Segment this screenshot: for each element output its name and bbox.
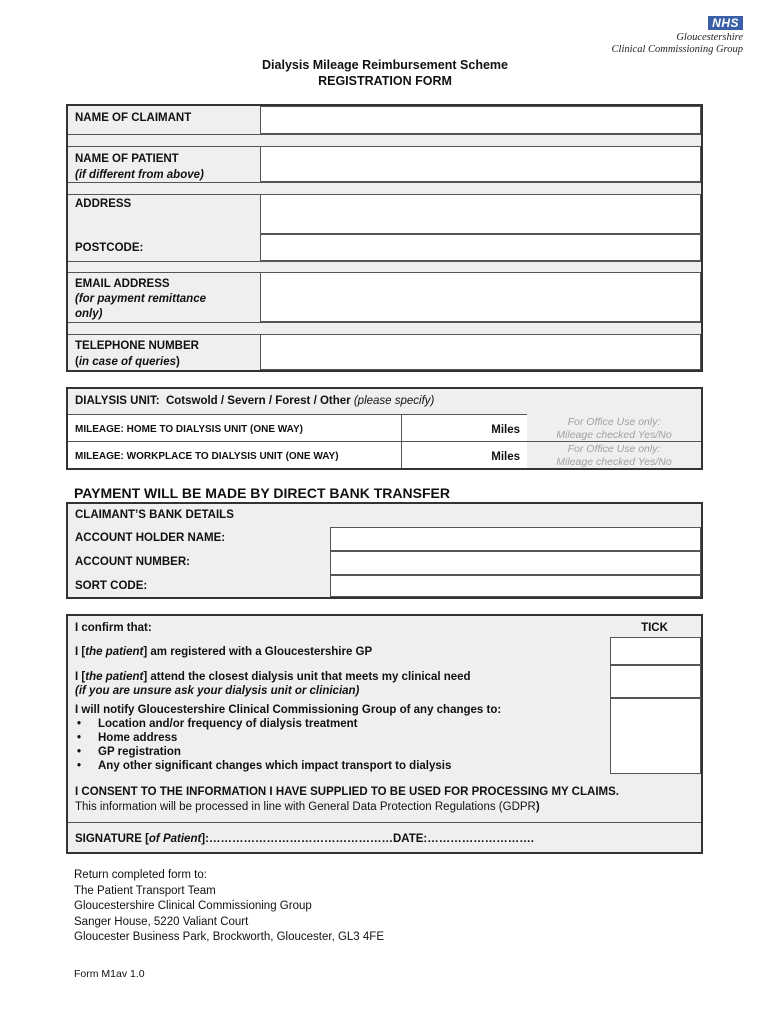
office-use-workplace: For Office Use only: Mileage checked Yes/No [556, 443, 672, 468]
account-holder-field[interactable] [330, 527, 701, 551]
return-team: The Patient Transport Team [74, 884, 216, 897]
return-address [74, 868, 384, 946]
dialysis-unit-note: (please specify) [353, 395, 435, 407]
dialysis-unit-options: Cotswold / Severn / Forest / Other [165, 395, 351, 407]
bullet-location: • Location and/or frequency of dialysis treatment [75, 717, 601, 731]
account-number-field[interactable] [330, 551, 701, 575]
notify-bullet-list [75, 717, 601, 773]
confirm-item-gp: I [the patient] am registered with a Gloucestershire GP [75, 646, 373, 658]
claimant-name-label: NAME OF CLAIMANT [75, 112, 192, 124]
dialysis-unit-row[interactable] [68, 389, 701, 414]
return-org: Gloucestershire Clinical Commissioning Group [74, 900, 312, 912]
mileage-workplace-unit[interactable]: Miles [491, 451, 520, 463]
org-name-line1: Gloucestershire [676, 32, 743, 43]
claimant-details-box [66, 104, 703, 372]
form-subtitle: REGISTRATION FORM [318, 74, 452, 88]
telephone-label: TELEPHONE NUMBER (in case of queries) [75, 340, 199, 368]
gdpr-statement: This information will be processed in line with General Data Protection Regulations (GDPR) [75, 801, 540, 813]
return-street: Sanger House, 5220 Valiant Court [74, 915, 249, 928]
telephone-field[interactable] [260, 334, 701, 370]
sort-code-label: SORT CODE: [68, 575, 330, 597]
tick-header: TICK [641, 622, 668, 634]
tick-box-dialysis-unit[interactable] [610, 665, 701, 698]
office-use-home: For Office Use only: Mileage checked Yes/No [556, 416, 672, 441]
address-label: ADDRESS [75, 198, 132, 210]
confirm-item-notify: I will notify Gloucestershire Clinical Commissioning Group of any changes to: • Location and/or frequency of dialysis treatment • Home address • GP registration • Any other significant changes which impact transport to dialysis [68, 701, 608, 775]
dialysis-unit-box [66, 387, 703, 470]
address-field[interactable] [260, 194, 701, 234]
patient-name-label: NAME OF PATIENT (if different from above) [68, 149, 260, 185]
mileage-home-label: MILEAGE: HOME TO DIALYSIS UNIT (ONE WAY) [75, 424, 303, 435]
payment-heading: PAYMENT WILL BE MADE BY DIRECT BANK TRANSFER [74, 485, 450, 501]
sort-code-field[interactable] [330, 575, 701, 597]
signature-line[interactable]: SIGNATURE [of Patient]:…………………………………………DATE:………………………. [75, 833, 534, 845]
org-name-line2: Clinical Commissioning Group [611, 44, 743, 55]
confirmation-box [66, 614, 703, 854]
confirm-item-dialysis-unit: I [the patient] attend the closest dialysis unit that meets my clinical need (if you are unsure ask your dialysis unit or clinician) [75, 671, 471, 697]
email-field[interactable] [260, 272, 701, 322]
consent-statement: I CONSENT TO THE INFORMATION I HAVE SUPPLIED TO BE USED FOR PROCESSING MY CLAIMS. [75, 786, 619, 798]
confirm-intro: I confirm that: [75, 622, 152, 634]
return-town: Gloucester Business Park, Brockworth, Gloucester, GL3 4FE [74, 931, 384, 943]
bullet-gp: • GP registration [75, 745, 601, 759]
patient-name-note: (if different from above) [75, 169, 204, 181]
bullet-address: • Home address [75, 731, 601, 745]
bullet-other: • Any other significant changes which impact transport to dialysis [75, 759, 601, 773]
email-label: EMAIL ADDRESS (for payment remittance only) [75, 278, 207, 320]
tick-box-gp[interactable] [610, 637, 701, 665]
postcode-label: POSTCODE: [75, 242, 144, 254]
return-heading: Return completed form to: [74, 869, 207, 881]
mileage-home-unit[interactable]: Miles [491, 424, 520, 436]
bank-details-box [66, 502, 703, 599]
dialysis-unit-label: DIALYSIS UNIT: [75, 395, 160, 407]
patient-name-field[interactable] [260, 146, 701, 182]
nhs-badge: NHS [708, 16, 743, 30]
postcode-field[interactable] [260, 234, 701, 261]
account-holder-label: ACCOUNT HOLDER NAME: [68, 527, 330, 551]
nhs-logo [612, 14, 743, 56]
claimant-name-field[interactable] [260, 106, 701, 134]
form-title: Dialysis Mileage Reimbursement Scheme [262, 58, 508, 72]
mileage-workplace-label: MILEAGE: WORKPLACE TO DIALYSIS UNIT (ONE WAY) [75, 451, 339, 462]
form-id: Form M1av 1.0 [74, 968, 145, 980]
account-number-label: ACCOUNT NUMBER: [68, 551, 330, 575]
bank-details-label: CLAIMANT’S BANK DETAILS [68, 504, 701, 527]
tick-box-notify[interactable] [610, 698, 701, 774]
